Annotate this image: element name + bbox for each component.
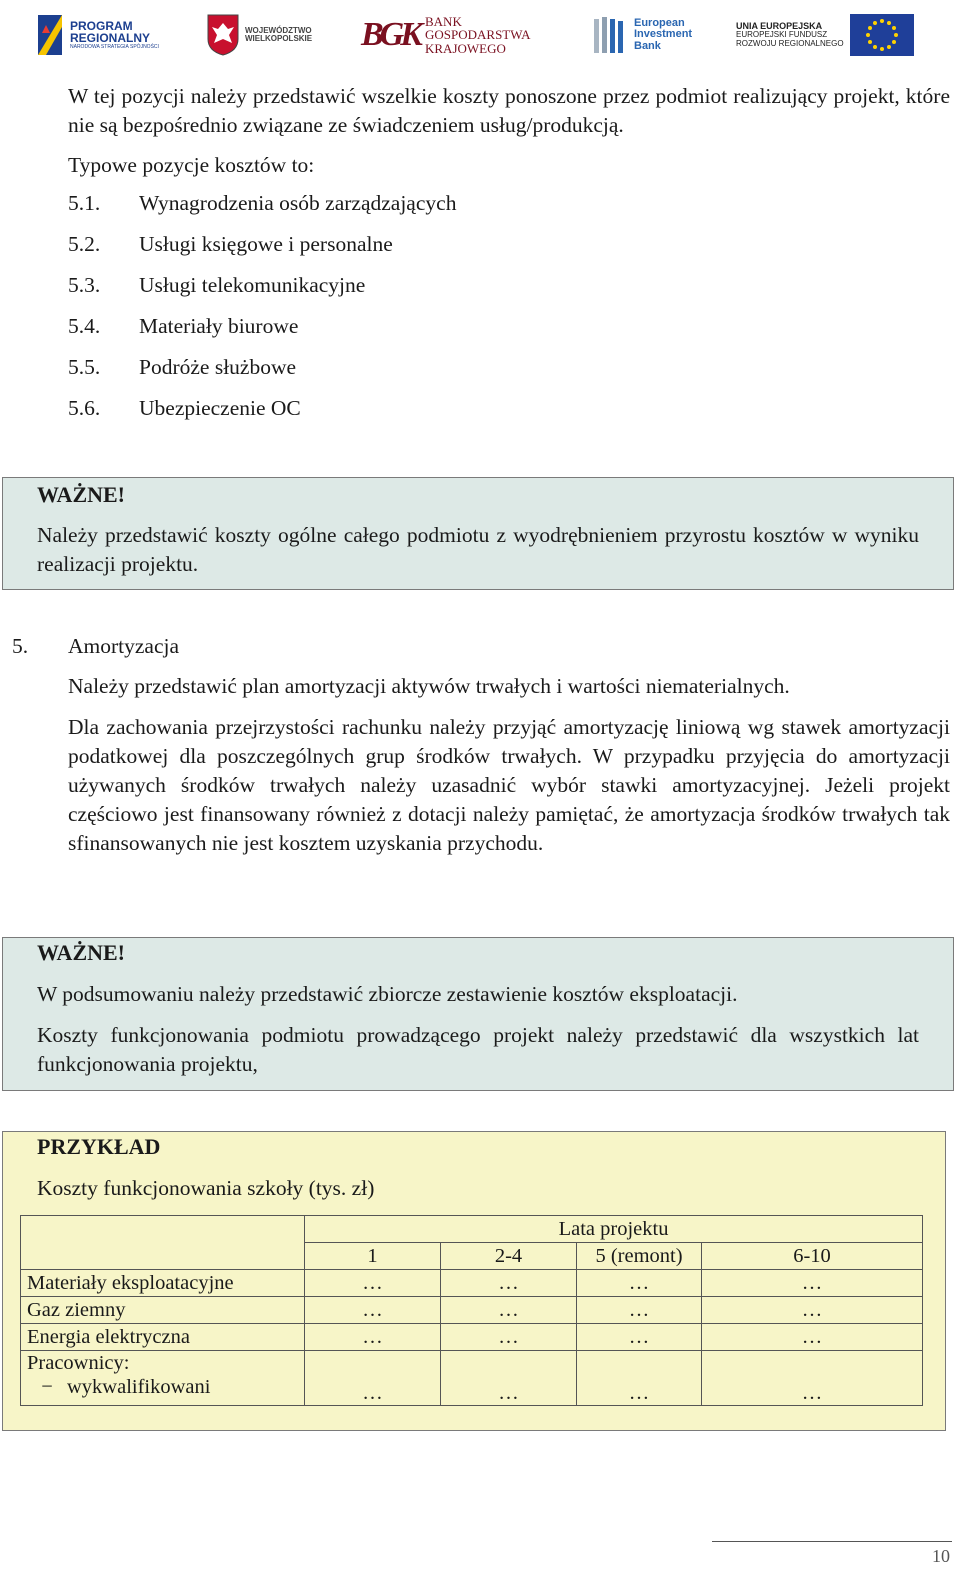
table-cell: … [702, 1297, 923, 1324]
logo5-line3: ROZWOJU REGIONALNEGO [736, 38, 844, 48]
table-column-header: 2-4 [441, 1243, 577, 1270]
logo1-line2: REGIONALNY [70, 31, 151, 46]
table-row-label: Pracownicy: [27, 1352, 130, 1374]
important-text: Należy przedstawić koszty ogólne całego podmiotu z wyodrębnieniem przyrostu kosztów w wyniku realizacji projektu. [37, 523, 919, 576]
program-regionalny-emblem-icon [36, 13, 66, 57]
list-item-label: Usługi księgowe i personalne [139, 232, 393, 256]
list-item-label: Materiały biurowe [139, 314, 299, 338]
table-cell: … [305, 1324, 441, 1351]
list-item [68, 191, 456, 216]
table-column-header: 6-10 [702, 1243, 923, 1270]
section-paragraph-2: Dla zachowania przejrzystości rachunku należy przyjąć amortyzację liniową wg stawek amortyzacji podatkowej dla poszczególnych grup środków trwałych. W przypadku przyjęcia do amortyzacji używanych środków trwałych należy uzasadnić wybór stawki amortyzacyjnej. Jeżeli projekt częściowo jest finansowany również z dotacji należy pamiętać, że amortyzacja środków trwałych tak sfinansowanych nie jest kosztem uzyskania przychodu. [68, 715, 950, 855]
page-number: 10 [932, 1546, 950, 1566]
table-cell: … [441, 1270, 577, 1297]
example-heading: PRZYKŁAD [37, 1134, 161, 1159]
table-row [21, 1324, 923, 1351]
dash-bullet: − [41, 1376, 53, 1398]
important-box-2 [2, 937, 954, 1091]
table-header-row [21, 1243, 923, 1270]
table-cell: … [702, 1270, 923, 1297]
list-item-number: 5.6. [68, 396, 101, 420]
list-item [68, 355, 296, 380]
logo-eu [736, 10, 916, 60]
logo2-line2: WIELKOPOLSKIE [245, 34, 313, 43]
table-cell: … [577, 1270, 702, 1297]
list-item-label: Usługi telekomunikacyjne [139, 273, 366, 297]
logo-bgk [361, 10, 543, 60]
logo-wielkopolskie [206, 10, 316, 60]
important-paragraph-1: W podsumowaniu należy przedstawić zbiorcze zestawienie kosztów eksploatacji. [37, 982, 738, 1006]
table-cell [21, 1243, 305, 1270]
table-cell: … [305, 1270, 441, 1297]
table-cell: … [702, 1351, 923, 1406]
important-heading: WAŻNE! [37, 940, 126, 965]
table-row [21, 1351, 923, 1406]
list-item-number: 5.1. [68, 191, 101, 215]
cost-table [20, 1215, 923, 1406]
eib-bars-icon [592, 13, 630, 57]
section-paragraph-1: Należy przedstawić plan amortyzacji aktywów trwałych i wartości niematerialnych. [68, 674, 790, 698]
logo-program-regionalny [36, 10, 168, 60]
table-header-row [21, 1216, 923, 1243]
table-cell [21, 1216, 305, 1243]
list-item-number: 5.3. [68, 273, 101, 297]
table-cell: … [577, 1351, 702, 1406]
table-row-label: Materiały eksploatacyjne [21, 1270, 305, 1297]
list-item-label: Wynagrodzenia osób zarządzających [139, 191, 457, 215]
table-row [21, 1297, 923, 1324]
list-item-number: 5.4. [68, 314, 101, 338]
table-row-label-group [21, 1351, 305, 1406]
logo4-line1: European [634, 16, 685, 29]
list-item [68, 232, 393, 257]
logo3-line3: KRAJOWEGO [425, 40, 506, 56]
logo5-line1: UNIA EUROPEJSKA [736, 20, 823, 31]
section-title: Amortyzacja [68, 634, 180, 658]
table-column-header: 5 (remont) [577, 1243, 702, 1270]
list-title: Typowe pozycje kosztów to: [68, 153, 315, 177]
list-item-label: Ubezpieczenie OC [139, 396, 301, 420]
list-item [68, 273, 365, 298]
logo1-line1: PROGRAM [70, 18, 133, 33]
logo2-line1: WOJEWÓDZTWO [245, 25, 312, 35]
logo1-line3: NARODOWA STRATEGIA SPÓJNOŚCI [70, 43, 159, 50]
eu-flag-icon [850, 14, 914, 56]
logo3-line2: GOSPODARSTWA [425, 27, 531, 43]
table-cell: … [305, 1351, 441, 1406]
eagle-shield-icon [206, 13, 240, 57]
list-item-number: 5.2. [68, 232, 101, 256]
logo4-line3: Bank [634, 39, 661, 52]
list-item-label: Podróże służbowe [139, 355, 297, 379]
table-cell: … [441, 1324, 577, 1351]
list-item [68, 314, 298, 339]
table-row-label: Gaz ziemny [21, 1297, 305, 1324]
table-row-sublabel: wykwalifikowani [67, 1376, 211, 1398]
logo4-line2: Investment [634, 28, 693, 41]
intro-paragraph: W tej pozycji należy przedstawić wszelkie koszty ponoszone przez podmiot realizujący projekt, które nie są bezpośrednio związane ze świadczeniem usług/produkcją. [68, 84, 950, 137]
list-item-number: 5.5. [68, 355, 101, 379]
table-cell: … [577, 1324, 702, 1351]
table-row [21, 1270, 923, 1297]
important-heading: WAŻNE! [37, 482, 126, 507]
logo3-line1: BANK [425, 13, 462, 29]
table-group-header: Lata projektu [305, 1216, 923, 1243]
logo5-line2: EUROPEJSKI FUNDUSZ [736, 30, 828, 40]
list-item [68, 396, 301, 421]
table-column-header: 1 [305, 1243, 441, 1270]
table-cell: … [702, 1324, 923, 1351]
table-cell: … [441, 1351, 577, 1406]
table-row-label: Energia elektryczna [21, 1324, 305, 1351]
footer-divider [712, 1541, 952, 1542]
bgk-monogram: BGK [361, 16, 419, 53]
table-cell: … [577, 1297, 702, 1324]
important-paragraph-2: Koszty funkcjonowania podmiotu prowadzącego projekt należy przedstawić dla wszystkich lat funkcjonowania projektu, [37, 1023, 919, 1076]
section-number: 5. [12, 634, 29, 658]
important-box-1 [2, 477, 954, 590]
logo-eib [592, 10, 702, 60]
table-cell: … [305, 1297, 441, 1324]
example-subtitle: Koszty funkcjonowania szkoły (tys. zł) [37, 1176, 375, 1200]
table-cell: … [441, 1297, 577, 1324]
